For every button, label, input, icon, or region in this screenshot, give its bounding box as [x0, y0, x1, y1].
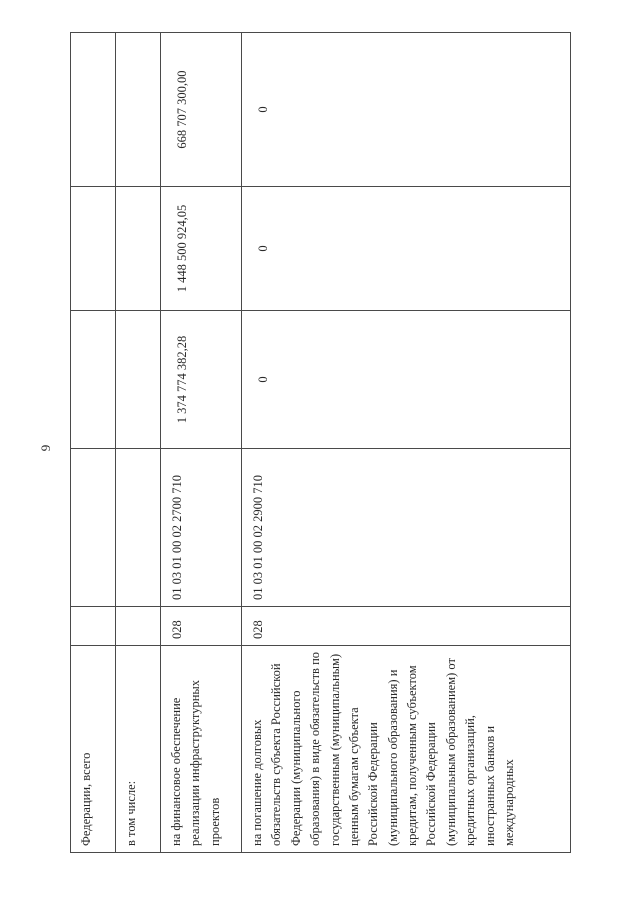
value-cell-2: 0 [242, 187, 571, 311]
rotated-table-wrapper [70, 33, 588, 853]
admin-code-cell [116, 607, 161, 646]
budget-code-cell: 01 03 01 00 02 2700 710 [161, 449, 242, 607]
value-cell-3: 0 [242, 33, 571, 187]
value-cell-3 [116, 33, 161, 187]
value-cell-2: 1 448 500 924,05 [161, 187, 242, 311]
admin-code-cell [71, 607, 116, 646]
budget-code-cell [71, 449, 116, 607]
table-row [242, 33, 571, 853]
value-cell-3: 668 707 300,00 [161, 33, 242, 187]
row-description: на погашение долговых обязательств субъекта Российской Федерации (муниципального образования) в виде обязательств по государственным (муниципальным) ценным бумагам субъекта Российской Федерации (муниципального образования) и кредитам, полученным субъектом Российской Федерации (муниципальным образованием) от кредитных организаций, иностранных банков и международных [242, 646, 571, 853]
row-description: Федерации, всего [71, 646, 116, 853]
value-cell-3 [71, 33, 116, 187]
table-row [116, 33, 161, 853]
budget-code-cell [116, 449, 161, 607]
table-row [161, 33, 242, 853]
value-cell-1: 1 374 774 382,28 [161, 311, 242, 449]
budget-table [70, 32, 571, 853]
value-cell-1 [116, 311, 161, 449]
row-description: на финансовое обеспечение реализации инфраструктурных проектов [161, 646, 242, 853]
value-cell-2 [116, 187, 161, 311]
value-cell-1 [71, 311, 116, 449]
value-cell-1: 0 [242, 311, 571, 449]
row-description: в том числе: [116, 646, 161, 853]
admin-code-cell: 028 [161, 607, 242, 646]
budget-code-cell: 01 03 01 00 02 2900 710 [242, 449, 571, 607]
value-cell-2 [71, 187, 116, 311]
table-row [71, 33, 116, 853]
page-number: 9 [38, 444, 53, 452]
admin-code-cell: 028 [242, 607, 571, 646]
